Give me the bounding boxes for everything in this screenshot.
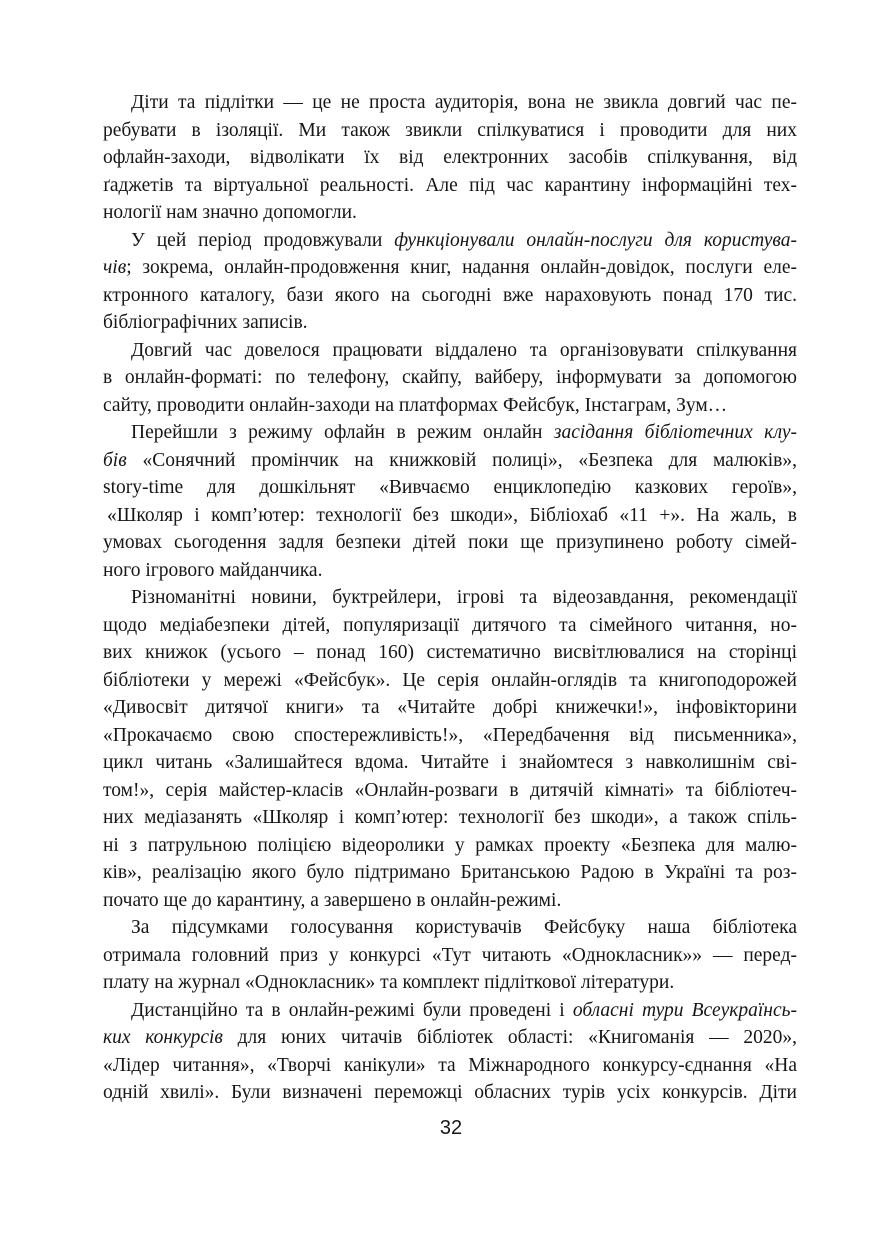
paragraph [103,89,797,227]
text-line [103,227,797,255]
text-line: бібліотеки у мережі «Фейсбук». Це серія онлайн-оглядів та книгоподорожей [103,669,797,691]
text-line: ні з патрульною поліцією відеоролики у рамках проекту «Безпека для малю- [103,834,797,856]
text-line: За підсумками голосування користувачів Фейсбуку наша бібліотека [131,917,797,938]
regular-text: Перейшли з режиму офлайн в режим онлайн [131,422,554,443]
text-line [103,1024,797,1052]
text-line: бібліографічних записів. [103,312,308,333]
text-line: «Дивосвіт дитячої книги» та «Читайте добрі книжечки!», інфовікторини [103,697,797,718]
italic-text: чів [103,257,127,278]
text-line: Різноманітні новини, буктрейлери, ігрові та відеозавдання, рекомендації [131,587,797,608]
text-line: «Лідер читання», «Творчі канікули» та Міжнародного конкурсу-єднання «На [103,1054,797,1076]
text-line: одній хвилі». Були визначені переможці обласних турів усіх конкурсів. Діти [103,1082,797,1103]
text-line: почато ще до карантину, а завершено в онлайн-режимі. [103,889,562,911]
text-line: ного ігрового майданчика. [103,559,323,581]
regular-text: «Сонячний промінчик на книжковій полиці», «Безпека для малюків», [126,449,797,471]
text-line [103,447,797,475]
text-line: цикл читань «Залишайтеся вдома. Читайте і знайомтеся з навколишнім сві- [103,752,797,773]
italic-text: ких конкурсів [103,1027,223,1048]
text-line: офлайн-заходи, відволікати їх від електронних засобів спілкування, від [103,147,797,168]
page-number: 32 [439,1117,463,1139]
text-line: сайту, проводити онлайн-заходи на платформах Фейсбук, Інстаграм, Зум… [103,394,728,416]
text-line: ґаджетів та віртуальної реальності. Але під час карантину інформаційні тех- [103,174,797,196]
regular-text: ; зокрема, онлайн-продовження книг, надання онлайн-довідок, послуги еле- [126,257,797,278]
regular-text: У цей період продовжували [131,229,395,251]
regular-text: Дистанційно та в онлайн-режимі були проведені і [131,999,573,1021]
text-line: плату на журнал «Однокласник» та комплект підліткової літератури. [103,972,675,993]
text-line: том!», серія майстер-класів «Онлайн-розваги в дитячій кімнаті» та бібліотеч- [103,779,797,801]
regular-text: для юних читачів бібліотек області: «Книгоманія — 2020», [222,1027,797,1048]
text-line [103,254,797,282]
text-line: в онлайн-форматі: по телефону, скайпу, вайберу, інформувати за допомогою [103,367,797,388]
text-line [103,997,797,1025]
paragraph [103,997,797,1107]
italic-text: функціонували онлайн-послуги для користува- [394,229,798,251]
italic-text: засідання бібліотечних клу- [553,422,798,443]
body-text [103,89,797,1107]
text-line: отримала головний приз у конкурсі «Тут читають «Однокласник»» — перед- [103,944,797,966]
paragraph [103,337,797,420]
text-line: умовах сьогодення задля безпеки дітей поки ще призупинено роботу сімей- [103,532,797,553]
text-line: ків», реалізацію якого було підтримано Британською Радою в Україні та роз- [103,862,797,883]
text-line: вих книжок (усього – понад 160) систематично висвітлювалися на сторінці [103,642,797,663]
text-line [103,419,797,447]
text-line: нології нам значно допомогли. [103,202,357,223]
italic-text: обласні тури Всеукраїнсь- [572,999,798,1021]
text-line: «Школяр і комп’ютер: технології без шкоди», Бібліохаб «11 +». На жаль, в [107,504,797,526]
text-line: ребувати в ізоляції. Ми також звикли спілкуватися і проводити для них [103,119,797,141]
paragraph [103,584,797,914]
text-line: Діти та підлітки — це не проста аудиторія, вона не звикла довгий час пе- [131,92,797,113]
text-line: story-time для дошкільнят «Вивчаємо енциклопедію казкових героїв», [103,477,797,498]
text-line: «Прокачаємо свою спостережливість!», «Передбачення від письменника», [103,724,797,746]
text-line: них медіазанять «Школяр і комп’ютер: технології без шкоди», а також спіль- [103,807,797,828]
paragraph [103,914,797,997]
italic-text: бів [103,449,127,471]
text-line: щодо медіабезпеки дітей, популяризації дитячого та сімейного читання, но- [103,614,797,636]
text-line: ктронного каталогу, бази якого на сьогодні вже нараховують понад 170 тис. [103,284,797,306]
paragraph [103,227,797,337]
text-line: Довгий час довелося працювати віддалено та організовувати спілкування [131,339,797,361]
paragraph [103,419,797,584]
